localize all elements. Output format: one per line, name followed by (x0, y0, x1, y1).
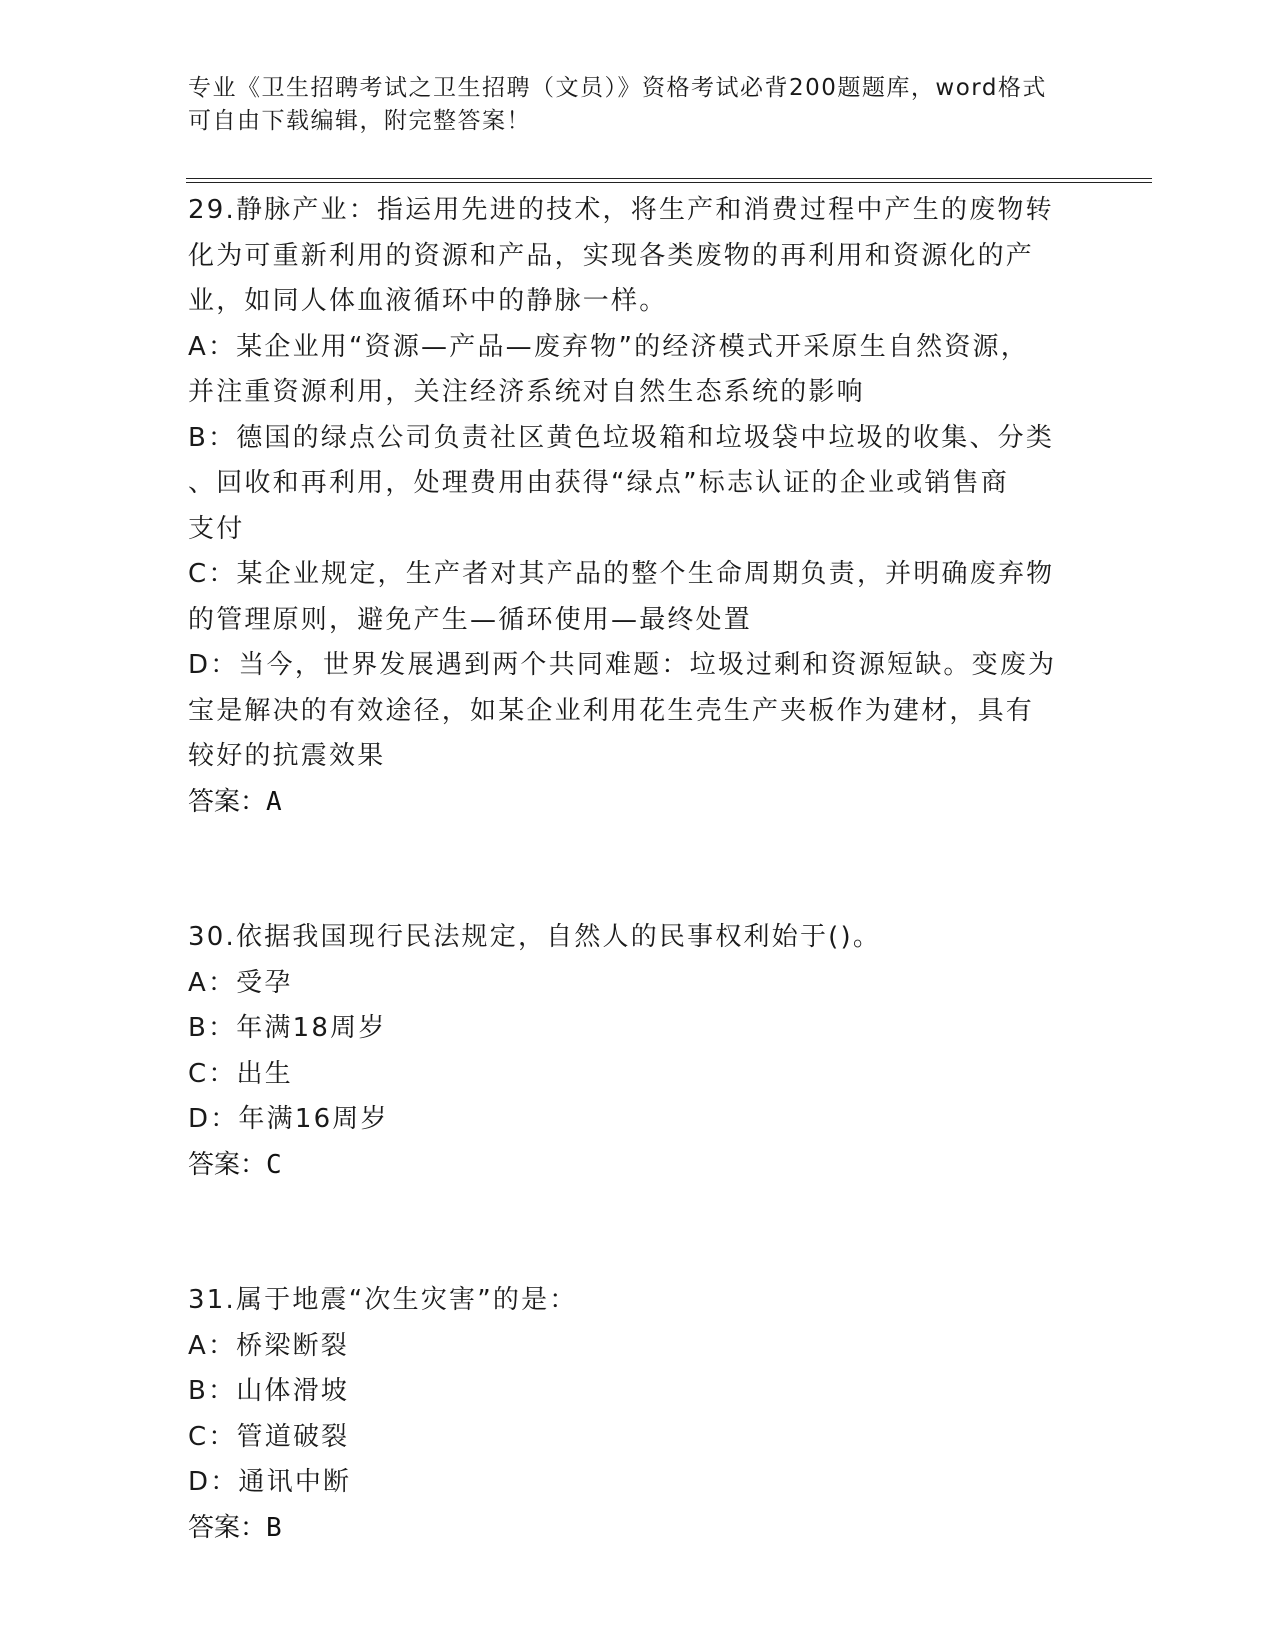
option-b: B：年满18周岁 (188, 1013, 387, 1043)
option-line: 较好的抗震效果 (188, 741, 386, 771)
option-line: D：当今，世界发展遇到两个共同难题：垃圾过剩和资源短缺。变废为 (188, 650, 1057, 680)
option-line: B：德国的绿点公司负责社区黄色垃圾箱和垃圾袋中垃圾的收集、分类 (188, 422, 1055, 453)
option-d: D：通讯中断 (188, 1467, 352, 1497)
option-c: C：出生 (188, 1058, 293, 1089)
question-30 (188, 915, 1088, 1188)
question-stem-line: 29.静脉产业：指运用先进的技术，将生产和消费过程中产生的废物转 (188, 195, 1054, 225)
question-stem-line: 化为可重新利用的资源和产品，实现各类废物的再利用和资源化的产 (188, 240, 1035, 271)
header-line-1: 专业《卫生招聘考试之卫生招聘（文员）》资格考试必背200题题库，word格式 (188, 75, 1047, 101)
header-line-2: 可自由下载编辑，附完整答案！ (188, 108, 531, 134)
question-spacer (188, 1188, 1088, 1278)
question-stem-line: 30.依据我国现行民法规定，自然人的民事权利始于()。 (188, 922, 882, 952)
question-29 (188, 188, 1088, 825)
option-d (188, 643, 1088, 780)
answer-label: 答案：B (188, 1512, 282, 1543)
question-spacer (188, 825, 1088, 915)
option-b (188, 416, 1088, 553)
option-c: C：管道破裂 (188, 1421, 350, 1452)
option-b: B：山体滑坡 (188, 1376, 350, 1406)
option-d: D：年满16周岁 (188, 1104, 389, 1134)
question-list (188, 188, 1088, 1551)
document-header (188, 72, 1068, 138)
question-31 (188, 1278, 1088, 1551)
answer-label: 答案：A (188, 786, 282, 817)
option-line: 、回收和再利用，处理费用由获得“绿点”标志认证的企业或销售商 (188, 468, 1009, 498)
option-line: C：某企业规定，生产者对其产品的整个生命周期负责，并明确废弃物 (188, 559, 1055, 589)
option-a: A：桥梁断裂 (188, 1330, 349, 1361)
answer-label: 答案：C (188, 1149, 282, 1180)
option-line: A：某企业用“资源—产品—废弃物”的经济模式开采原生自然资源， (188, 331, 1029, 362)
option-line: 的管理原则，避免产生—循环使用—最终处置 (188, 604, 753, 635)
option-a: A：受孕 (188, 967, 293, 998)
question-stem-line: 31.属于地震“次生灾害”的是： (188, 1285, 578, 1315)
option-a (188, 325, 1088, 416)
option-line: 并注重资源利用，关注经济系统对自然生态系统的影响 (188, 377, 865, 407)
header-divider (186, 178, 1152, 183)
option-line: 支付 (188, 513, 245, 544)
option-line: 宝是解决的有效途径，如某企业利用花生壳生产夹板作为建材，具有 (188, 695, 1035, 726)
option-c (188, 552, 1088, 643)
question-stem-line: 业，如同人体血液循环中的静脉一样。 (188, 286, 668, 316)
